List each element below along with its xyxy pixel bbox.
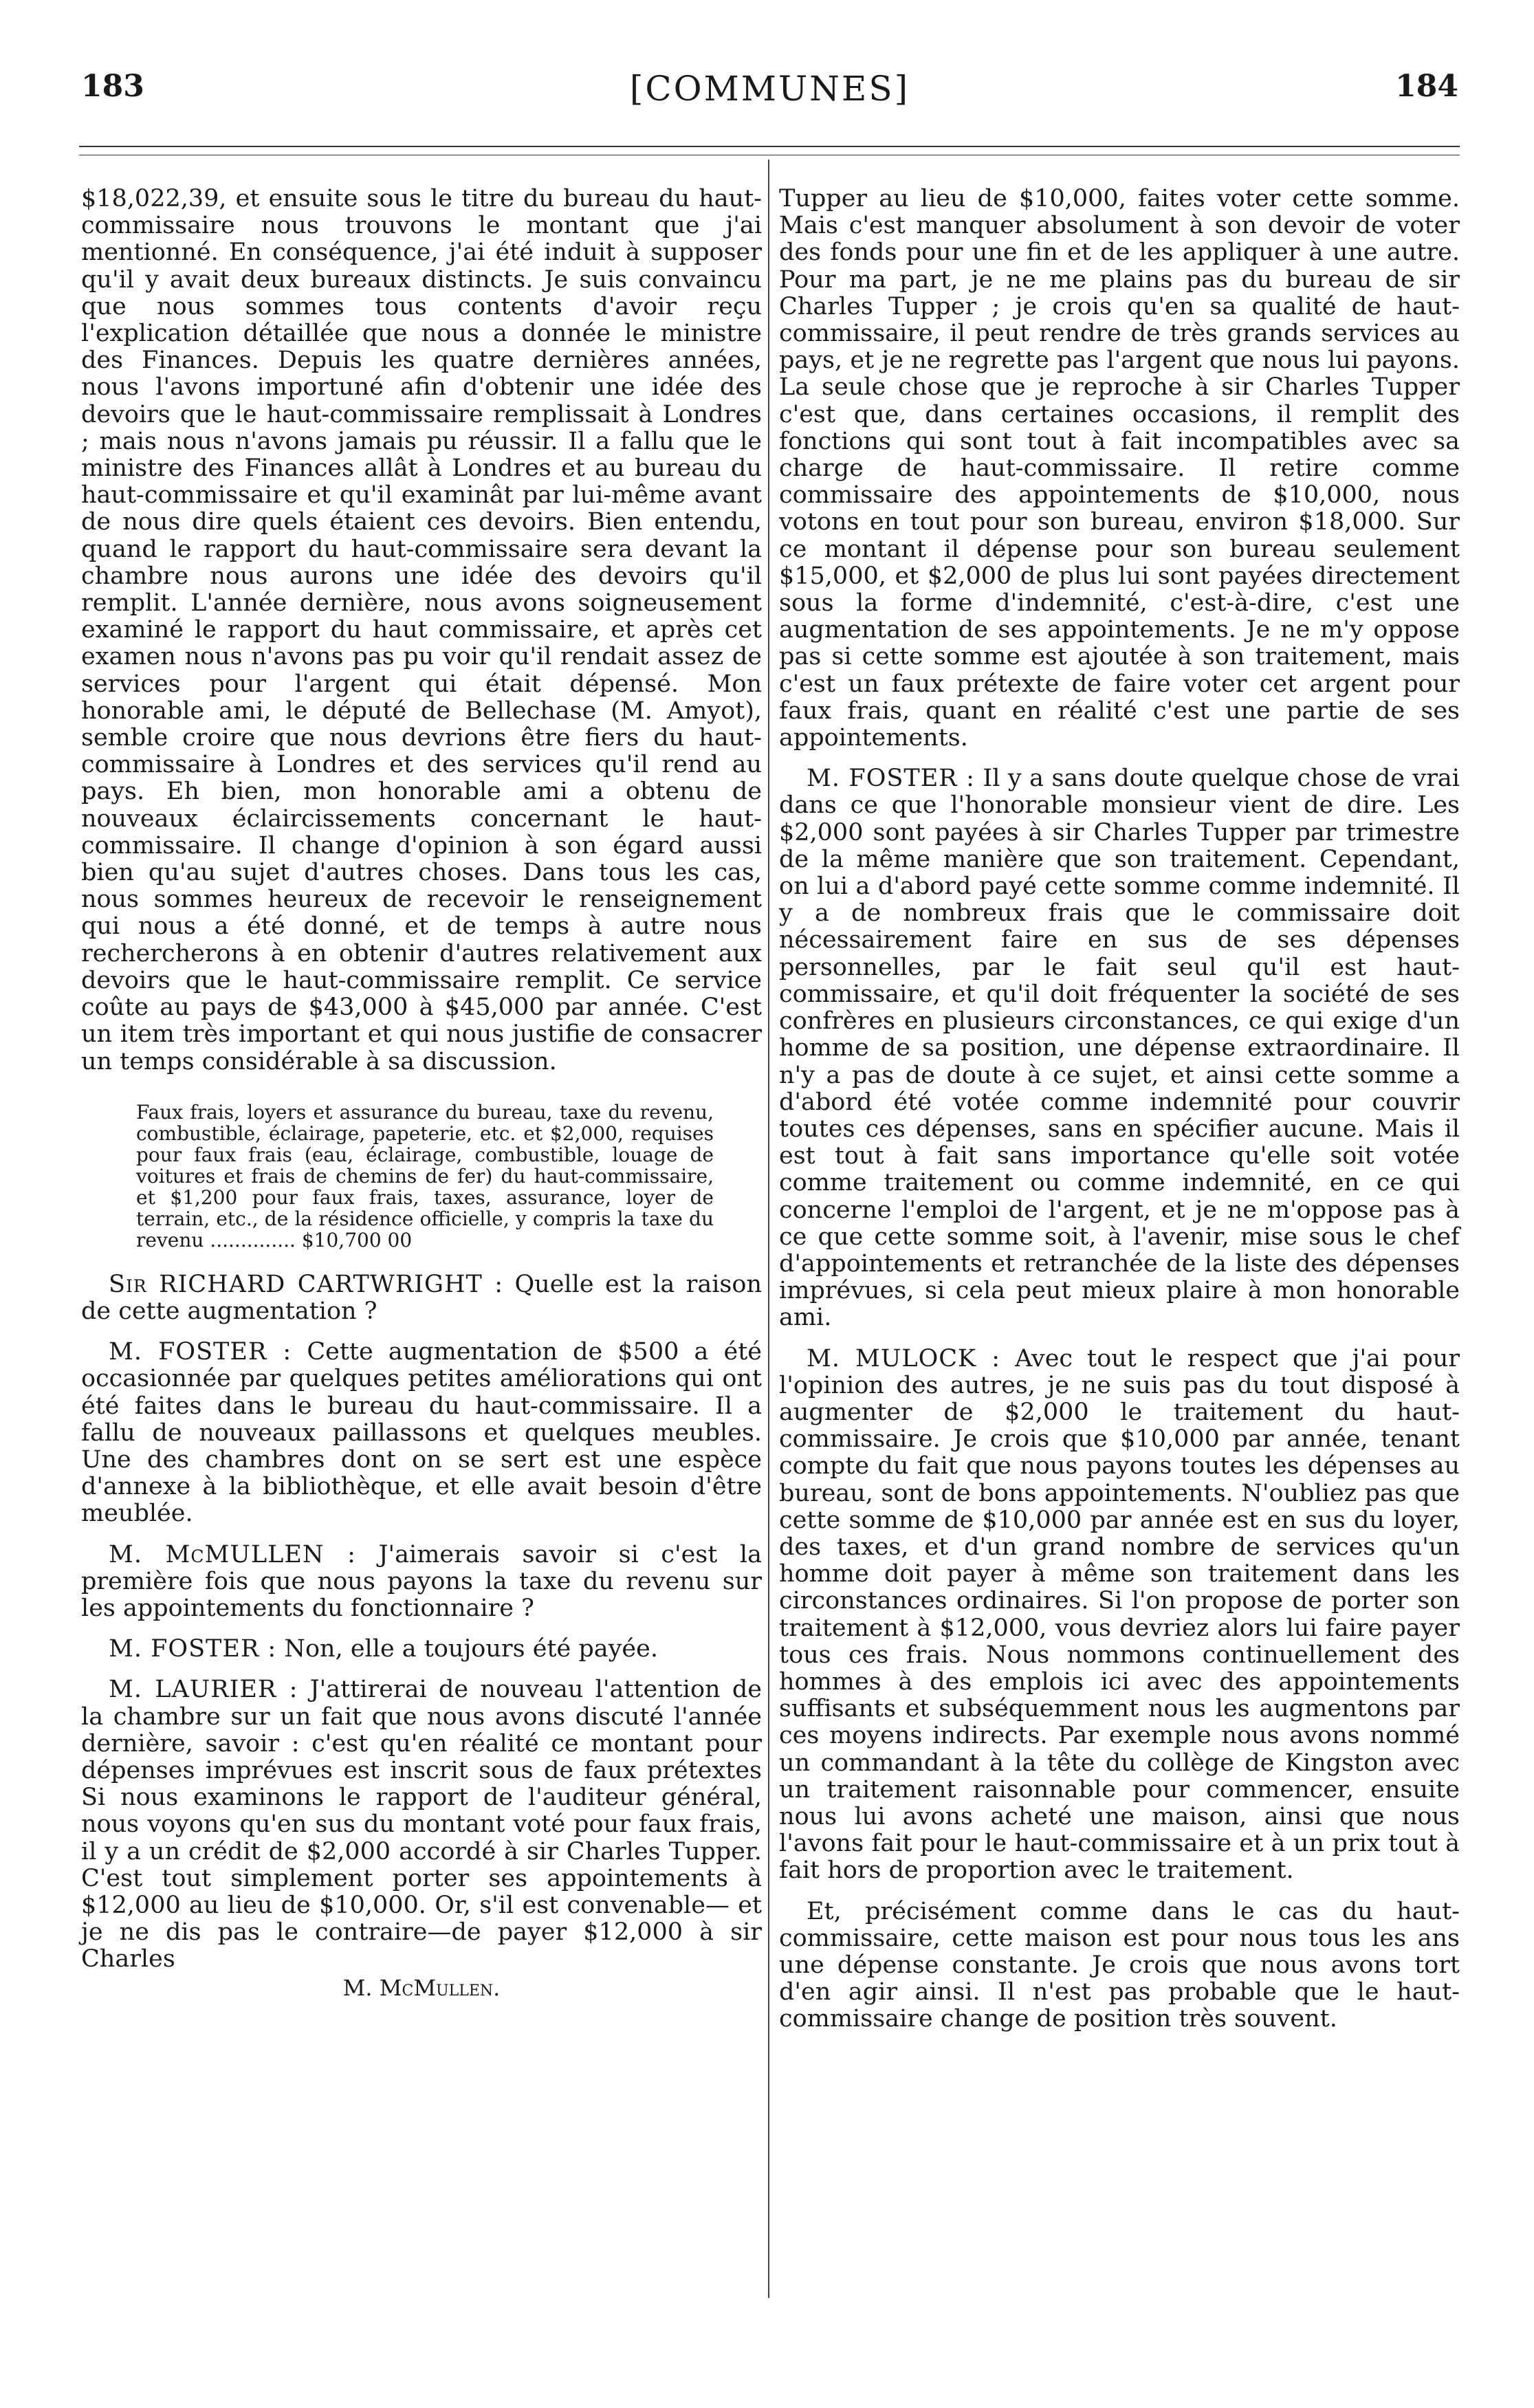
left-column: [81, 186, 762, 2002]
speech-text: Cette augmentation de $500 a été occasionnée par quelques petites améliorations qui ont été faites dans le bureau du haut-commissaire. Il a fallu de nouveaux paillassons et quelques meubles. Une des chambres dont on se sert est une espèce d'annexe à la bibliothèque, et elle avait besoin d'être meublée.: [81, 1338, 762, 1528]
budget-item-description: Faux frais, loyers et assurance du bureau, taxe du revenu, combustible, éclairage, papeterie, etc. et $2,000, requises pour faux frais (eau, éclairage, combustible, louage de voitures et frais de chemins de fer) du haut-commissaire, et $1,200 pour faux frais, taxes, assurance, loyer de terrain, etc., de la résidence officielle, y compris la taxe du revenu: [136, 1100, 714, 1251]
speech-text: J'aimerais savoir si c'est la première fois que nous payons la taxe du revenu sur les appointements du fonctionnaire ?: [81, 1540, 762, 1622]
budget-item-amount: $10,700 00: [301, 1228, 413, 1251]
speech-cartwright: [81, 1271, 762, 1325]
section-title: [COMMUNES]: [629, 69, 910, 109]
speaker-name: M. LAURIER :: [109, 1676, 298, 1704]
speech-text: Avec tout le respect que j'ai pour l'opinion des autres, je ne suis pas du tout disposé à augmenter de $2,000 le traitement du haut-commissaire. Je crois que $10,000 par année, tenant compte du fait que nous payons toutes les dépenses au bureau, sont de bons appointements. N'oubliez pas que cette somme de $10,000 par année est en sus du loyer, des taxes, et d'un grand nombre de services qu'un homme doit payer à même son traitement dans les circonstances ordinaires. Si l'on propose de porter son traitement à $12,000, vous devriez alors lui faire payer tous ces frais. Nous nommons continuellement des hommes à des emplois ici avec des appointements suffisants et subséquemment nous les augmentons par ces moyens indirects. Par exemple nous avons nommé un commandant à la tête du collège de Kingston avec un traitement raisonnable pour commencer, ensuite nous lui avons acheté une maison, ainsi que nous l'avons fait pour le haut-commissaire et à un prix tout à fait hors de proportion avec le traitement.: [779, 1344, 1460, 1885]
left-paragraph-1: $18,022,39, et ensuite sous le titre du bureau du haut-commissaire nous trouvons le montant que j'ai mentionné. En conséquence, j'ai été induit à supposer qu'il y avait deux bureaux distincts. Je suis convaincu que nous sommes tous contents d'avoir reçu l'explication détaillée que nous a donnée le ministre des Finances. Depuis les quatre dernières années, nous l'avons importuné afin d'obtenir une idée des devoirs que le haut-commissaire remplissait à Londres ; mais nous n'avons jamais pu réussir. Il a fallu que le ministre des Finances allât à Londres et au bureau du haut-commissaire et qu'il examinât par lui-même avant de nous dire quels étaient ces devoirs. Bien entendu, quand le rapport du haut-commissaire sera devant la chambre nous aurons une idée des devoirs qu'il remplit. L'année dernière, nous avons soigneusement examiné le rapport du haut commissaire, et après cet examen nous n'avons pas pu voir qu'il rendait assez de services pour l'argent qui était dépensé. Mon honorable ami, le député de Bellechase (M. Amyot), semble croire que nous devrions être fiers du haut-commissaire à Londres et des services qu'il rend au pays. Eh bien, mon honorable ami a obtenu de nouveaux éclaircissements concernant le haut-commissaire. Il change d'opinion à son égard aussi bien qu'au sujet d'autres choses. Dans tous les cas, nous sommes heureux de recevoir le renseignement qui nous a été donné, et de temps à autre nous rechercherons à en obtenir d'autres relativement aux devoirs que le haut-commissaire remplit. Ce service coûte au pays de $43,000 à $45,000 par année. C'est un item très important et qui nous justifie de consacrer un temps considérable à sa discussion.: [81, 185, 762, 1075]
speech-foster-1: [81, 1339, 762, 1527]
speech-foster-2: [81, 1636, 762, 1663]
speaker-name: Sir RICHARD CARTWRIGHT :: [109, 1270, 504, 1298]
speech-laurier: [81, 1676, 762, 1973]
speech-text: J'attirerai de nouveau l'attention de la chambre sur un fait que nous avons discuté l'année dernière, savoir : c'est qu'en réalité ce montant pour dépenses imprévues est inscrit sous de faux prétextes Si nous examinons le rapport de l'auditeur général, nous voyons qu'en sus du montant voté pour faux frais, il y a un crédit de $2,000 accordé à sir Charles Tupper. C'est tout simplement porter ses appointements à $12,000 au lieu de $10,000. Or, s'il est convenable— et je ne dis pas le contraire—de payer $12,000 à sir Charles: [81, 1676, 762, 1973]
right-paragraph-last: Et, précisément comme dans le cas du haut-commissaire, cette maison est pour nous tous les ans une dépense constante. Je crois que nous avons tort d'en agir ainsi. Il n'est pas probable que le haut-commissaire change de position très souvent.: [779, 1897, 1460, 2033]
speaker-name: M. FOSTER :: [109, 1635, 277, 1663]
speech-mcmullen: [81, 1542, 762, 1623]
footer-byline: M. McMullen.: [342, 1974, 501, 2001]
speech-text: Non, elle a toujours été payée.: [284, 1635, 658, 1663]
column-divider: [768, 160, 769, 2298]
header-rule-thick: [79, 146, 1460, 147]
speaker-name: M. McMULLEN :: [109, 1540, 356, 1568]
speaker-name: M. FOSTER :: [109, 1338, 292, 1366]
budget-item-leader: ..............: [210, 1228, 296, 1251]
speech-mulock: [779, 1346, 1460, 1885]
budget-item: [136, 1102, 714, 1251]
right-column: [779, 186, 1460, 2047]
page-number-left: 183: [81, 69, 144, 104]
speaker-name: M. MULOCK :: [807, 1344, 1001, 1372]
speech-foster-3: [779, 765, 1460, 1331]
page-number-right: 184: [1395, 69, 1458, 104]
page-header: [81, 69, 1458, 117]
right-paragraph-1: Tupper au lieu de $10,000, faites voter cette somme. Mais c'est manquer absolument à son devoir de voter des fonds pour une fin et de les appliquer à une autre. Pour ma part, je ne me plains pas du bureau de sir Charles Tupper ; je crois qu'en sa qualité de haut-commissaire, il peut rendre de très grands services au pays, et je ne regrette pas l'argent que nous lui payons. La seule chose que je reproche à sir Charles Tupper c'est que, dans certaines occasions, il remplit des fonctions qui sont tout à fait incompatibles avec sa charge de haut-commissaire. Il retire comme commissaire des appointements de $10,000, nous votons en tout pour son bureau, environ $18,000. Sur ce montant il dépense pour son bureau seulement $15,000, et $2,000 de plus lui sont payées directement sous la forme d'indemnité, c'est-à-dire, c'est une augmentation de ses appointements. Je ne m'y oppose pas si cette somme est ajoutée à son traitement, mais c'est un faux prétexte de faire voter cet argent pour faux frais, quant en réalité c'est une partie de ses appointements.: [779, 185, 1460, 752]
speech-text: Quelle est la raison de cette augmentation ?: [81, 1270, 762, 1325]
speaker-name: M. FOSTER :: [807, 765, 975, 793]
speech-text: Il y a sans doute quelque chose de vrai dans ce que l'honorable monsieur vient de dire. Les $2,000 sont payées à sir Charles Tupper par trimestre de la même manière que son traitement. Cependant, on lui a d'abord payé cette somme comme indemnité. Il y a de nombreux frais que le commissaire doit nécessairement faire en sus de ses dépenses personnelles, par le fait seul qu'il est haut-commissaire, et qu'il doit fréquenter la société de ses confrères en plusieurs circonstances, ce qui exige d'un homme de sa position, une dépense extraordinaire. Il n'y a pas de doute à ce sujet, et ainsi cette somme a d'abord été votée comme indemnité pour couvrir toutes ces dépenses, sans en spécifier aucune. Mais il est tout à fait sans importance qu'elle soit votée comme traitement ou comme indemnité, en ce qui concerne l'emploi de l'argent, et je ne m'oppose pas à ce que cette somme soit, à l'avenir, mise sous le chef d'appointements et retranchée de la liste des dépenses imprévues, si cela peut mieux plaire à mon honorable ami.: [779, 765, 1460, 1332]
